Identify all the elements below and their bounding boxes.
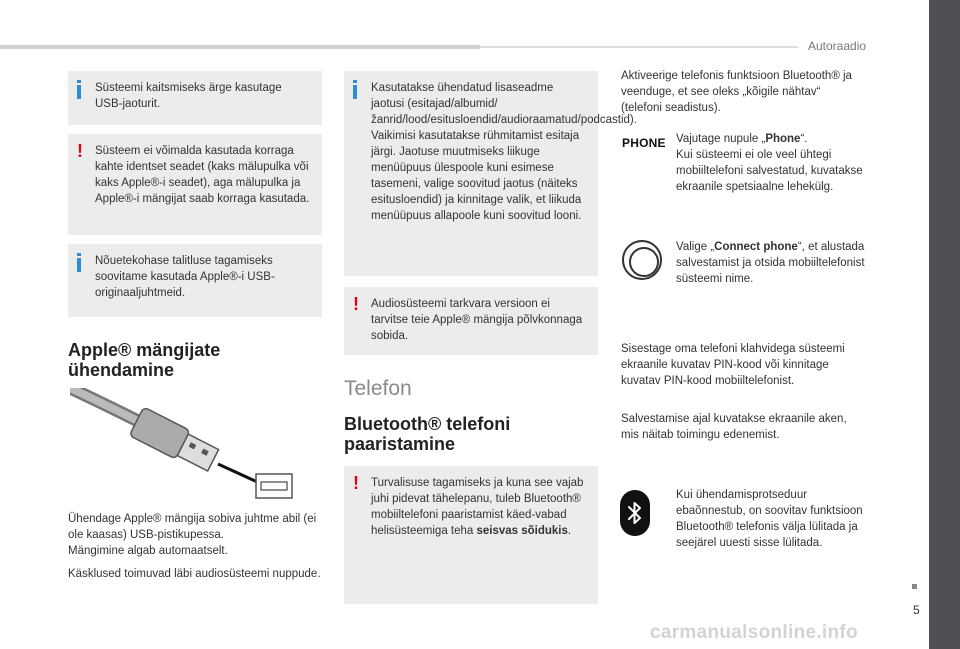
- header-rule: [0, 45, 480, 49]
- phone-instruction-text-c: Kui süsteemi ei ole veel ühtegi mobiiltelefoni salvestatud, kuvatakse ekraanile spetsiaalne lehekülg.: [676, 149, 863, 193]
- warning-box-text: Süsteem ei võimalda kasutada korraga kahte identset seadet (kaks mälupulka või kaks Apple®-i seadet), aga mälupulka ja Apple®-i mängijat saab korraga kasutada.: [95, 145, 310, 205]
- page-number: 5: [913, 603, 920, 617]
- continue-marker: [912, 584, 917, 589]
- warning-box-stationary-vehicle: [344, 466, 598, 604]
- pin-code-paragraph: Sisestage oma telefoni klahvidega süsteemi ekraanile kuvatav PIN-kood või kinnitage kuvatav PIN-kood mobiiltelefonist.: [621, 343, 845, 387]
- apple-connect-text: Ühendage Apple® mängija sobiva juhtme abil (ei ole kaasas) USB-pistikupessa.: [68, 513, 317, 541]
- warning-box-identical-devices: [68, 134, 322, 235]
- apple-autoplay-text: Mängimine algab automaatselt.: [68, 545, 228, 557]
- warning-box-text: Turvalisuse tagamiseks ja kuna see vajab juhi pidevat tähelepanu, tuleb Bluetooth® mobiiltelefoni paaristamist käed-vabad helisüsteemiga teha: [371, 477, 584, 537]
- info-box-categories: [344, 71, 637, 276]
- phone-instruction-bold: Phone: [765, 133, 801, 145]
- section-title-telefon: Telefon: [344, 377, 412, 400]
- warning-icon: !: [77, 141, 83, 161]
- bluetooth-failure-paragraph: Kui ühendamisprotseduur ebaõnnestub, on soovitav funktsioon Bluetooth® telefonis välja lülitada ja seejärel uuesti sisse lülitada.: [676, 489, 863, 549]
- progress-window-paragraph: Salvestamise ajal kuvatakse ekraanile aken, mis näitab toimingu edenemist.: [621, 413, 847, 441]
- header-title: Autoraadio: [808, 39, 867, 53]
- info-icon: [353, 80, 357, 96]
- phone-instruction: [676, 131, 876, 195]
- connect-phone-text-b: “, et alustada salvestamist ja otsida mobiiltelefonist süsteemi nime.: [676, 241, 865, 285]
- bluetooth-activate-paragraph: Aktiveerige telefonis funktsioon Bluetooth® ja veenduge, et see oleks „kõigile nähtav“ (telefoni seadistus).: [621, 70, 852, 114]
- info-box-text: Nõuetekohase talitluse tagamiseks soovitame kasutada Apple®-i USB-originaaljuhtmeid.: [95, 255, 275, 299]
- usb-cable-illustration: [70, 388, 298, 500]
- apple-controls-paragraph: Käsklused toimuvad läbi audiosüsteemi nuppude.: [68, 568, 321, 580]
- watermark: carmanualsonline.info: [650, 622, 858, 643]
- info-icon: [77, 253, 81, 269]
- info-box-text: Süsteemi kaitsmiseks ärge kasutage USB-jaoturit.: [95, 82, 282, 110]
- info-icon: [77, 80, 81, 96]
- warning-box-software-version: [344, 287, 598, 355]
- connect-phone-bold: Connect phone: [714, 241, 798, 253]
- warning-box-end: .: [567, 525, 572, 537]
- info-box-original-cables: [68, 244, 322, 317]
- connect-phone-text-a: Valige „: [676, 241, 715, 253]
- phone-instruction-text-a: Vajutage nupule „: [676, 133, 766, 145]
- connect-phone-instruction: [676, 239, 876, 287]
- phone-button-label: PHONE: [622, 136, 666, 150]
- rotary-knob-icon: [622, 240, 662, 280]
- warning-box-bold: seisvas sõidukis: [476, 525, 568, 537]
- bluetooth-icon: [620, 490, 650, 536]
- warning-box-text: Audiosüsteemi tarkvara versioon ei tarvitse teie Apple® mängija põlvkonnaga sobida.: [371, 298, 583, 342]
- header-rule-thin: [480, 46, 798, 48]
- info-box-text: Kasutatakse ühendatud lisaseadme jaotusi (esitajad/albumid/žanrid/lood/esitusloendid/audioraamatud/podcastid). Vaikimisi kasutatakse rühmitamist esitaja järgi. Jaotuse muutmiseks liikuge menüüpuus ülespoole kuni esimese tasemeni, valige soovitud jaotus (näiteks esitusloendid) ja kinnitage valik, et liikuda menüüpuus allapoole kuni soovitud looni.: [371, 82, 637, 222]
- chapter-side-bar: [929, 0, 960, 649]
- warning-icon: !: [353, 473, 359, 493]
- warning-icon: !: [353, 294, 359, 314]
- apple-connect-heading: Apple® mängijate ühendamine: [68, 340, 221, 380]
- bluetooth-pairing-heading: Bluetooth® telefoni paaristamine: [344, 414, 511, 454]
- info-box-usb-hub: [68, 71, 322, 125]
- phone-instruction-text-b: “.: [800, 133, 808, 145]
- apple-connect-paragraph: [68, 511, 322, 559]
